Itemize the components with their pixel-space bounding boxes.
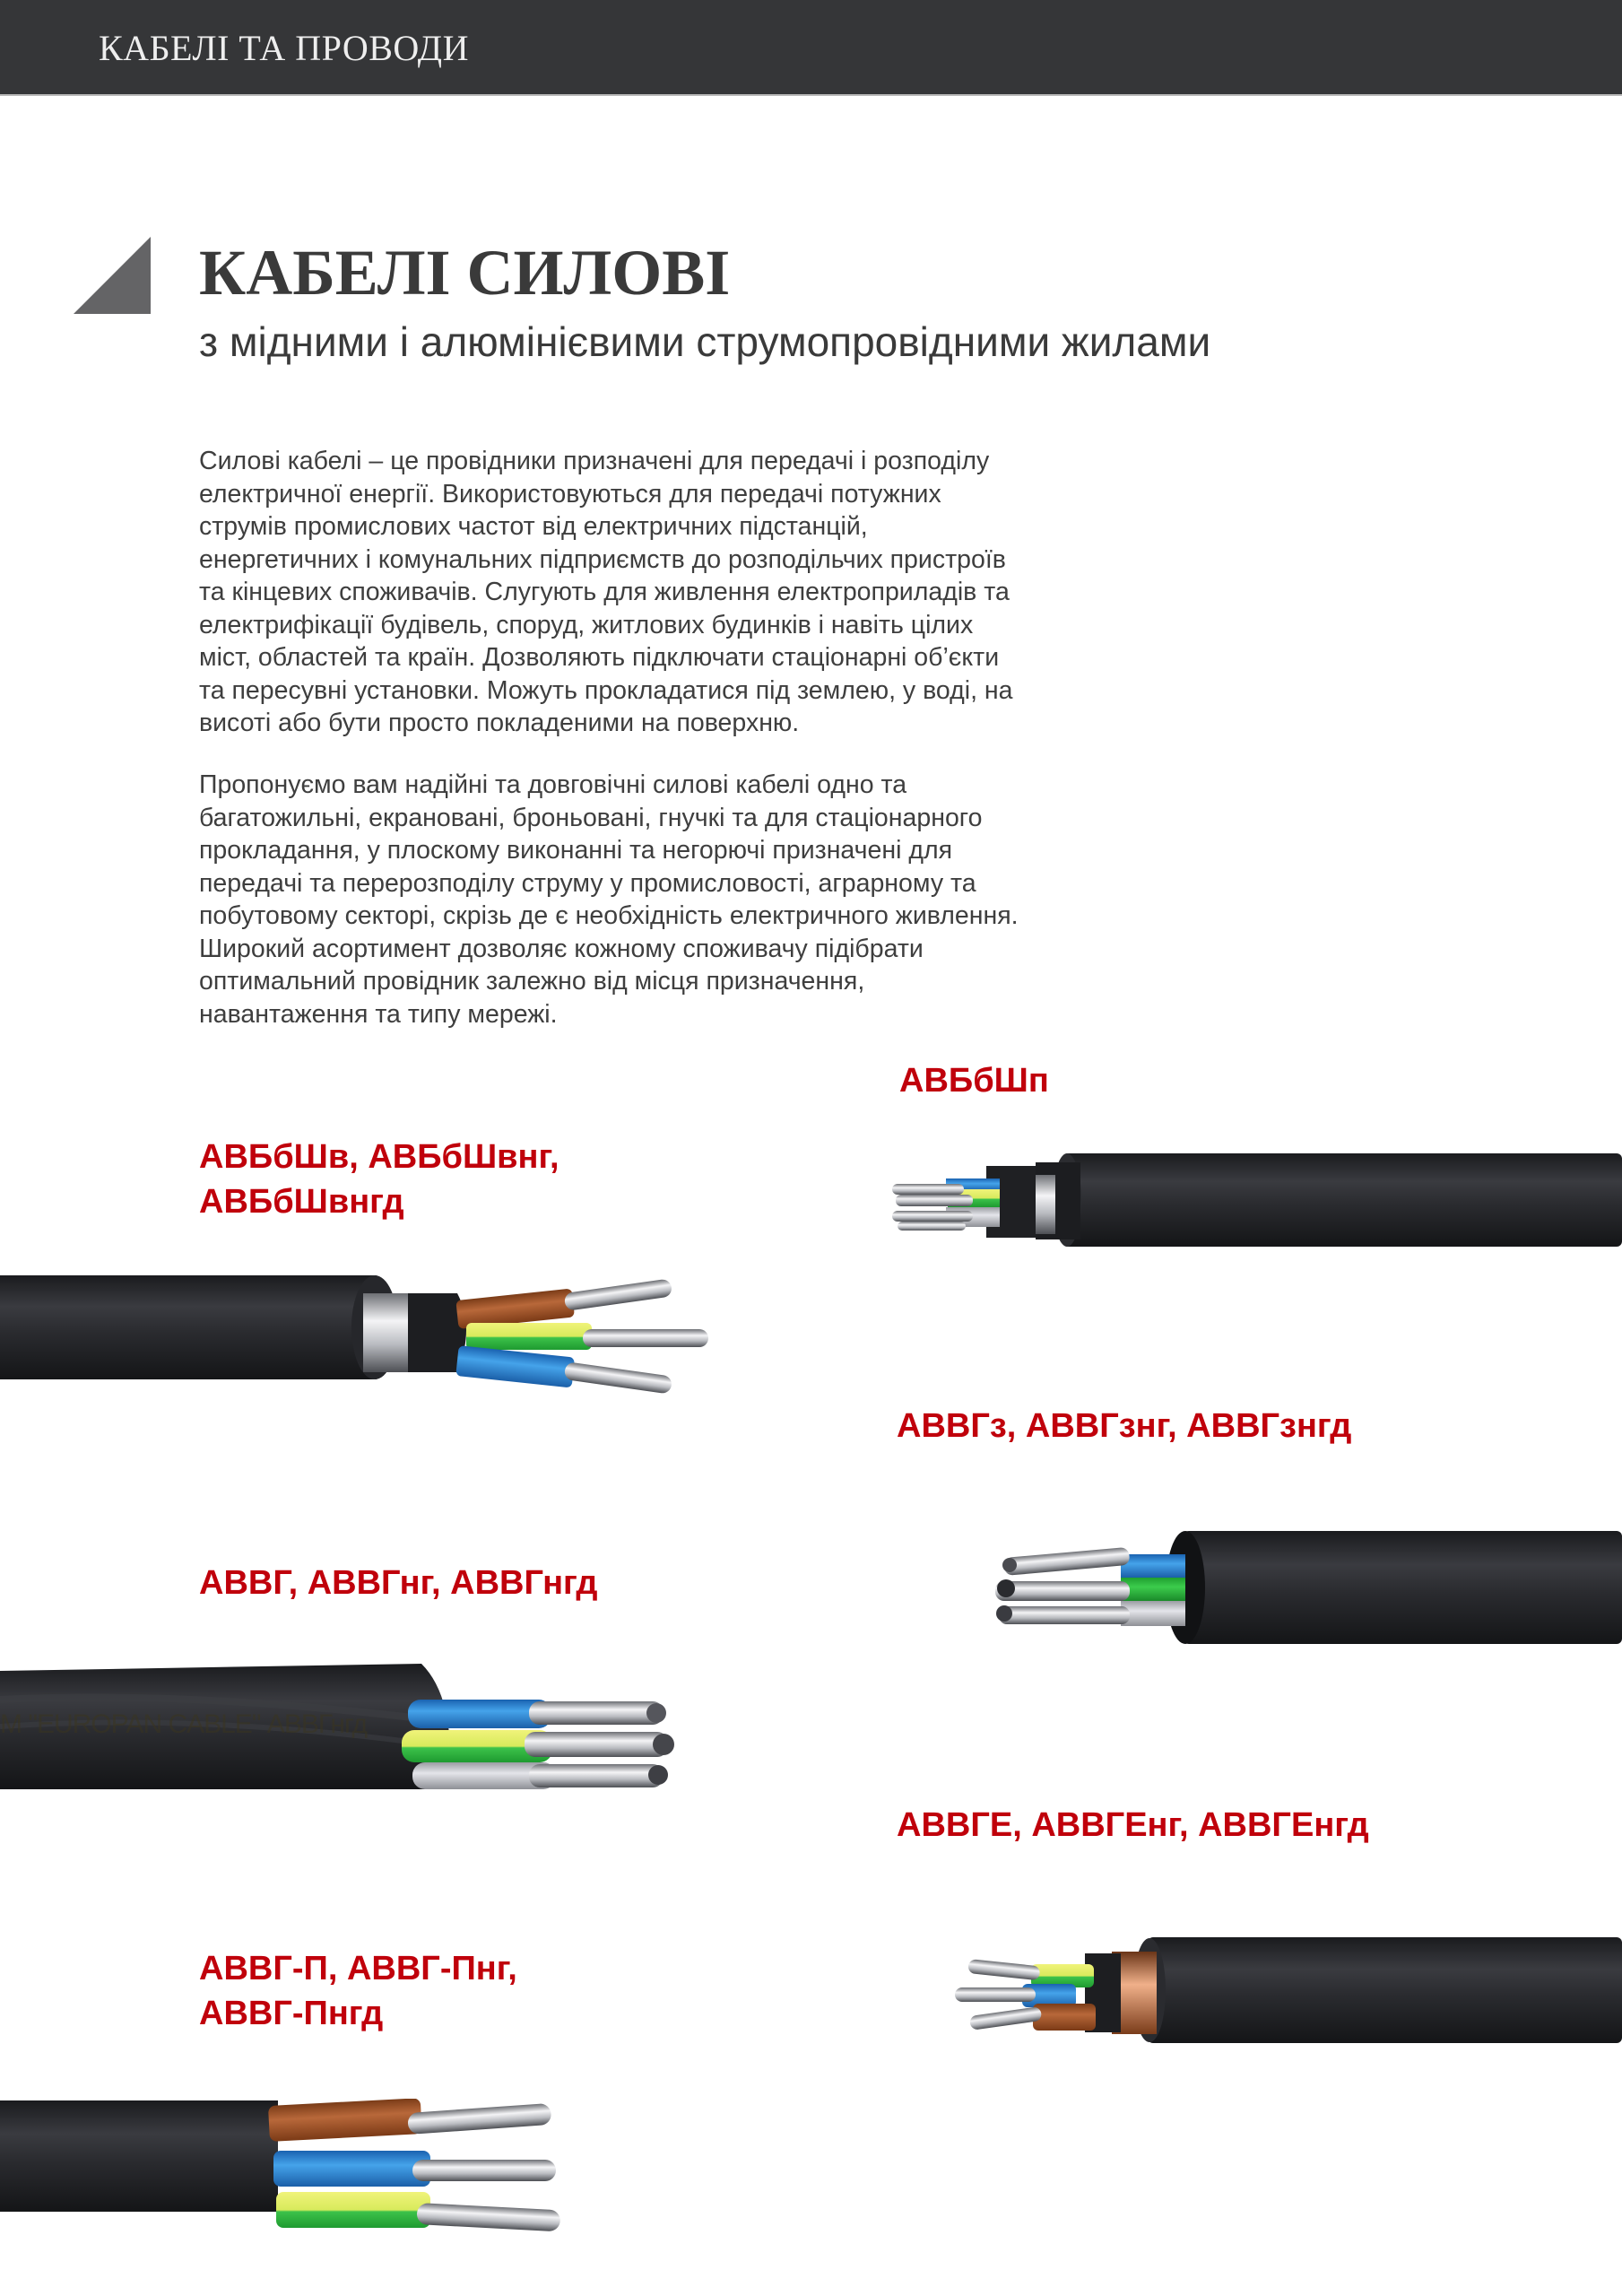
text-line: побутовому секторі, скрізь де є необхідність електричного живлення.	[199, 901, 1019, 930]
text-line: енергетичних і комунальних підприємств до розподільчих пристроїв	[199, 544, 1006, 574]
text-line: електрифікації будівель, споруд, житлових будинків і навіть цілих	[199, 610, 974, 639]
product-label-avvgp	[199, 1946, 517, 2036]
text-line: міст, областей та країн. Дозволяють підключати стаціонарні об’єкти	[199, 643, 1000, 672]
text-line: та пересувні установки. Можуть прокладатися під землею, у воді, на	[199, 675, 1013, 705]
section-title: КАБЕЛІ ТА ПРОВОДИ	[99, 28, 469, 68]
product-label-avvge	[897, 1803, 1369, 1848]
armored-cable-4-core-image	[883, 1139, 1622, 1256]
round-cable-filled-4-core-image	[986, 1529, 1622, 1646]
armored-cable-3-core-image	[0, 1274, 717, 1399]
product-label-line: АВВГз, АВВГзнг, АВВГзнгд	[897, 1407, 1352, 1445]
text-line: Силові кабелі – це провідники призначені для передачі і розподілу	[199, 447, 990, 475]
text-line: прокладання, у плоскому виконанні та негорючі призначені для	[199, 836, 953, 865]
product-label-avbbshv	[199, 1135, 559, 1224]
product-label-line: АВБбШвнгд	[199, 1183, 404, 1221]
text-line: Широкий асортимент дозволяє кожному споживачу підібрати	[199, 934, 924, 963]
header-bar	[0, 0, 1622, 96]
screened-cable-3-core-image	[950, 1937, 1622, 2045]
text-line: навантаження та типу мережі.	[199, 999, 558, 1029]
product-label-avvgz	[897, 1404, 1351, 1448]
text-line: струмів промислових частот від електричних підстанцій,	[199, 512, 868, 541]
text-line: оптимальний провідник залежно від місця призначення,	[199, 967, 865, 996]
product-label-line: АВВГЕ, АВВГЕнг, АВВГЕнгд	[897, 1806, 1369, 1844]
text-line: та кінцевих споживачів. Слугують для живлення електроприладів та	[199, 578, 1010, 606]
text-line: електричної енергії. Використовуються для передачі потужних	[199, 479, 941, 509]
product-label-line: АВБбШп	[899, 1062, 1049, 1100]
product-label-line: АВВГ-П, АВВГ-Пнг,	[199, 1950, 517, 1987]
intro-paragraph	[199, 445, 1132, 740]
flat-cable-3-core-image	[0, 2099, 574, 2233]
text-line: передачі та перерозподілу струму у промисловості, аграрному та	[199, 868, 976, 898]
text-line: висоті або бути просто покладеними на поверхню.	[199, 709, 800, 737]
text-line: Пропонуємо вам надійні та довговічні силові кабелі одно та	[199, 770, 907, 799]
cable-marking-text: М "EUROPAN CABLE" АВВГнгд	[0, 1709, 368, 1739]
offer-paragraph	[199, 769, 1132, 1031]
triangle-decoration-icon	[74, 237, 151, 314]
product-label-line: АВВГ-Пнгд	[199, 1995, 384, 2032]
text-line: багатожильні, екрановані, броньовані, гнучкі та для стаціонарного	[199, 803, 983, 832]
product-label-avvg	[199, 1561, 598, 1605]
product-label-line: АВБбШв, АВБбШвнг,	[199, 1138, 559, 1176]
product-label-avbbshp	[899, 1058, 1049, 1103]
product-label-line: АВВГ, АВВГнг, АВВГнгд	[199, 1564, 598, 1602]
page-title: КАБЕЛІ СИЛОВІ	[199, 237, 731, 309]
page-subtitle: з мідними і алюмінієвими струмопровідними жилами	[199, 318, 1211, 365]
